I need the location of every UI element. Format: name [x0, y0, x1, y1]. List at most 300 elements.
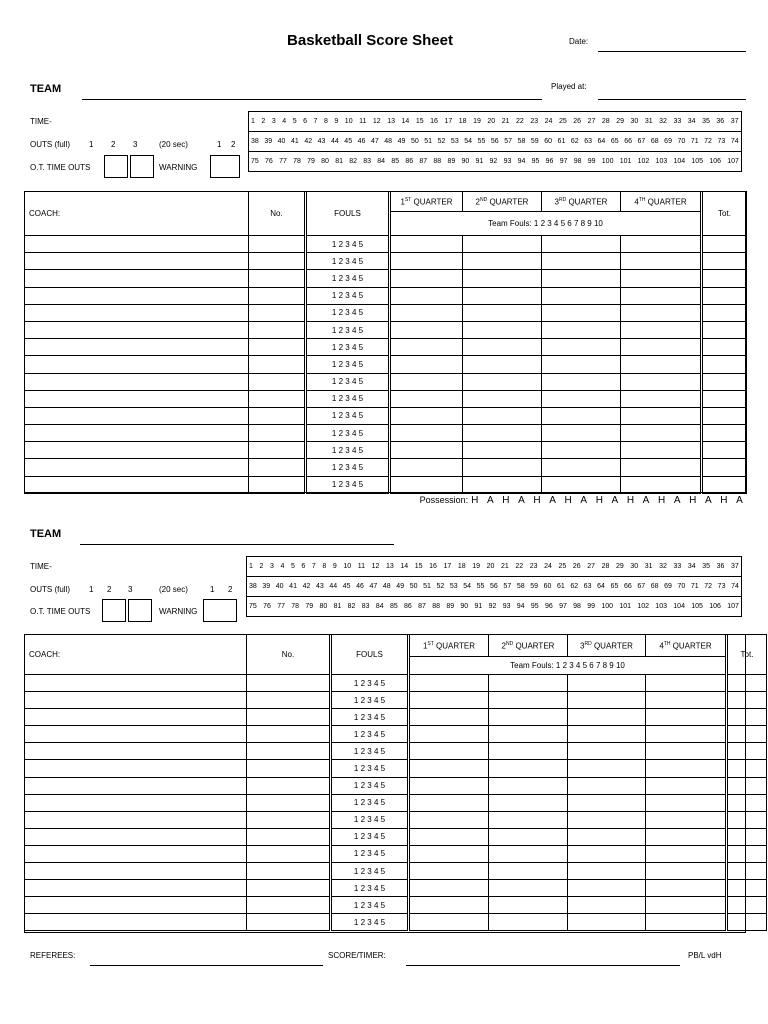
time-number[interactable]: 71 [690, 583, 699, 590]
time-number[interactable]: 24 [544, 563, 552, 570]
player-fouls-cell[interactable]: 1 2 3 4 5 [306, 236, 390, 253]
q4-score-cell[interactable] [621, 407, 702, 424]
time-number[interactable]: 42 [302, 583, 311, 590]
time-number[interactable]: 88 [432, 603, 441, 610]
player-name-cell[interactable] [25, 270, 249, 287]
q3-score-cell[interactable] [542, 373, 621, 390]
player-number-cell[interactable] [249, 442, 306, 459]
q1-score-cell[interactable] [409, 828, 489, 845]
q1-score-cell[interactable] [390, 270, 463, 287]
time-number[interactable]: 58 [517, 138, 526, 145]
q3-score-cell[interactable] [542, 407, 621, 424]
player-row[interactable] [25, 811, 767, 828]
q4-score-cell[interactable] [621, 270, 702, 287]
time-number[interactable]: 101 [619, 603, 632, 610]
player-number-cell[interactable] [247, 675, 331, 692]
q3-score-cell[interactable] [542, 425, 621, 442]
player-row[interactable] [25, 356, 747, 373]
q1-score-cell[interactable] [390, 253, 463, 270]
player-name-cell[interactable] [25, 321, 249, 338]
time-number[interactable]: 95 [530, 603, 539, 610]
time-number[interactable]: 75 [249, 603, 257, 610]
time-number[interactable]: 55 [476, 583, 485, 590]
player-name-cell[interactable] [25, 253, 249, 270]
time-number[interactable]: 10 [344, 118, 353, 125]
time-number[interactable]: 20 [486, 563, 495, 570]
time-number[interactable]: 32 [659, 118, 667, 125]
total-cell[interactable] [727, 828, 767, 845]
q3-score-cell[interactable] [542, 287, 621, 304]
q4-score-cell[interactable] [621, 339, 702, 356]
q1-score-cell[interactable] [409, 863, 489, 880]
time-number[interactable]: 83 [361, 603, 370, 610]
q1-score-cell[interactable] [409, 692, 489, 709]
total-cell[interactable] [702, 304, 747, 321]
time-number[interactable]: 67 [637, 583, 646, 590]
player-row[interactable] [25, 914, 767, 931]
time-number[interactable]: 107 [727, 158, 739, 165]
player-fouls-cell[interactable]: 1 2 3 4 5 [331, 828, 409, 845]
q4-score-cell[interactable] [646, 777, 727, 794]
time-number[interactable]: 33 [673, 118, 682, 125]
team-a-time-row-3[interactable] [249, 152, 742, 172]
time-number[interactable]: 18 [458, 118, 467, 125]
q4-score-cell[interactable] [646, 880, 727, 897]
player-name-cell[interactable] [25, 760, 247, 777]
total-cell[interactable] [702, 476, 747, 493]
player-name-cell[interactable] [25, 356, 249, 373]
player-fouls-cell[interactable]: 1 2 3 4 5 [331, 743, 409, 760]
team-a-outs-3[interactable]: 3 [133, 140, 138, 149]
time-number[interactable]: 95 [531, 158, 540, 165]
time-number[interactable]: 40 [275, 583, 284, 590]
player-row[interactable] [25, 845, 767, 862]
player-name-cell[interactable] [25, 914, 247, 931]
player-row[interactable] [25, 828, 767, 845]
time-number[interactable]: 94 [517, 158, 526, 165]
time-number[interactable]: 18 [457, 563, 466, 570]
time-number[interactable]: 20 [487, 118, 496, 125]
q1-score-cell[interactable] [409, 794, 489, 811]
player-name-cell[interactable] [25, 287, 249, 304]
time-number[interactable]: 65 [610, 138, 619, 145]
player-row[interactable] [25, 390, 747, 407]
q2-score-cell[interactable] [489, 709, 568, 726]
player-name-cell[interactable] [25, 811, 247, 828]
time-number[interactable]: 31 [644, 118, 653, 125]
player-row[interactable] [25, 863, 767, 880]
time-number[interactable]: 79 [307, 158, 315, 165]
time-number[interactable]: 11 [359, 118, 367, 125]
time-number[interactable]: 72 [704, 583, 713, 590]
team-a-time-numbers[interactable] [248, 111, 742, 172]
q3-score-cell[interactable] [542, 390, 621, 407]
total-cell[interactable] [702, 339, 747, 356]
time-number[interactable]: 105 [691, 603, 703, 610]
team-a-ot-box-2[interactable] [130, 155, 154, 178]
team-a-sec-1[interactable]: 1 [217, 140, 222, 149]
time-number[interactable]: 100 [601, 603, 614, 610]
total-cell[interactable] [702, 356, 747, 373]
time-number[interactable]: 59 [530, 138, 539, 145]
q1-score-cell[interactable] [409, 675, 489, 692]
player-name-cell[interactable] [25, 828, 247, 845]
q2-score-cell[interactable] [463, 339, 542, 356]
time-number[interactable]: 92 [488, 603, 497, 610]
player-fouls-cell[interactable]: 1 2 3 4 5 [331, 845, 409, 862]
total-cell[interactable] [702, 407, 747, 424]
player-number-cell[interactable] [249, 390, 306, 407]
player-number-cell[interactable] [249, 356, 306, 373]
q2-score-cell[interactable] [463, 407, 542, 424]
time-number[interactable]: 25 [558, 563, 567, 570]
time-number[interactable]: 15 [414, 563, 423, 570]
q4-score-cell[interactable] [621, 236, 702, 253]
q4-score-cell[interactable] [621, 442, 702, 459]
time-number[interactable]: 106 [709, 158, 721, 165]
player-number-cell[interactable] [249, 407, 306, 424]
time-number[interactable]: 69 [664, 583, 672, 590]
time-number[interactable]: 53 [449, 583, 458, 590]
q1-score-cell[interactable] [390, 236, 463, 253]
time-number[interactable]: 19 [473, 118, 481, 125]
time-number[interactable]: 14 [400, 563, 409, 570]
time-number[interactable]: 8 [323, 118, 328, 125]
player-number-cell[interactable] [247, 760, 331, 777]
score-timer-field[interactable] [406, 965, 680, 966]
time-number[interactable]: 103 [655, 158, 668, 165]
time-number[interactable]: 72 [704, 138, 712, 145]
team-a-outs-2[interactable]: 2 [111, 140, 116, 149]
player-name-cell[interactable] [25, 373, 249, 390]
player-row[interactable] [25, 304, 747, 321]
q2-score-cell[interactable] [463, 459, 542, 476]
q4-score-cell[interactable] [646, 811, 727, 828]
player-number-cell[interactable] [249, 425, 306, 442]
player-row[interactable] [25, 880, 767, 897]
q1-score-cell[interactable] [409, 760, 489, 777]
time-number[interactable]: 56 [490, 138, 499, 145]
time-number[interactable]: 65 [610, 583, 619, 590]
q1-score-cell[interactable] [409, 811, 489, 828]
player-row[interactable] [25, 321, 747, 338]
time-number[interactable]: 46 [357, 138, 366, 145]
q2-score-cell[interactable] [463, 442, 542, 459]
time-number[interactable]: 83 [363, 158, 372, 165]
time-number[interactable]: 89 [447, 158, 456, 165]
time-number[interactable]: 15 [415, 118, 424, 125]
player-row[interactable] [25, 692, 767, 709]
player-number-cell[interactable] [249, 304, 306, 321]
time-number[interactable]: 41 [290, 138, 299, 145]
q4-score-cell[interactable] [621, 476, 702, 493]
q3-score-cell[interactable] [568, 692, 646, 709]
player-fouls-cell[interactable]: 1 2 3 4 5 [306, 287, 390, 304]
q2-score-cell[interactable] [489, 863, 568, 880]
player-row[interactable] [25, 709, 767, 726]
team-a-time-row-1[interactable] [249, 112, 742, 132]
player-row[interactable] [25, 287, 747, 304]
q1-score-cell[interactable] [390, 442, 463, 459]
time-number[interactable]: 85 [391, 158, 400, 165]
time-number[interactable]: 86 [404, 603, 412, 610]
player-number-cell[interactable] [247, 897, 331, 914]
time-number[interactable]: 1 [251, 118, 255, 125]
time-number[interactable]: 4 [282, 118, 287, 125]
player-number-cell[interactable] [247, 828, 331, 845]
player-fouls-cell[interactable]: 1 2 3 4 5 [306, 321, 390, 338]
time-number[interactable]: 19 [472, 563, 481, 570]
q4-score-cell[interactable] [621, 321, 702, 338]
player-fouls-cell[interactable]: 1 2 3 4 5 [306, 253, 390, 270]
time-number[interactable]: 88 [433, 158, 442, 165]
player-number-cell[interactable] [247, 726, 331, 743]
time-number[interactable]: 73 [717, 138, 726, 145]
time-number[interactable]: 81 [333, 603, 342, 610]
player-row[interactable] [25, 726, 767, 743]
time-number[interactable]: 13 [385, 563, 394, 570]
time-number[interactable]: 78 [293, 158, 301, 165]
referees-field[interactable] [90, 965, 323, 966]
time-number[interactable]: 100 [601, 158, 614, 165]
q4-score-cell[interactable] [621, 287, 702, 304]
time-number[interactable]: 61 [556, 583, 565, 590]
total-cell[interactable] [727, 914, 767, 931]
time-number[interactable]: 91 [475, 158, 484, 165]
time-number[interactable]: 21 [500, 563, 509, 570]
time-number[interactable]: 34 [687, 118, 696, 125]
time-number[interactable]: 40 [277, 138, 286, 145]
possession-sequence[interactable]: H A H A H A H A H A H A H A H A H A [471, 495, 746, 506]
player-number-cell[interactable] [247, 743, 331, 760]
player-row[interactable] [25, 675, 767, 692]
time-number[interactable]: 93 [503, 158, 512, 165]
q4-score-cell[interactable] [646, 914, 727, 931]
player-name-cell[interactable] [25, 777, 247, 794]
time-number[interactable]: 64 [597, 583, 605, 590]
q1-score-cell[interactable] [409, 914, 489, 931]
time-number[interactable]: 53 [450, 138, 459, 145]
q2-score-cell[interactable] [463, 390, 542, 407]
player-row[interactable] [25, 743, 767, 760]
time-number[interactable]: 24 [544, 118, 553, 125]
time-number[interactable]: 89 [446, 603, 455, 610]
q2-score-cell[interactable] [489, 777, 568, 794]
player-number-cell[interactable] [249, 339, 306, 356]
player-fouls-cell[interactable]: 1 2 3 4 5 [331, 709, 409, 726]
time-number[interactable]: 35 [702, 563, 711, 570]
time-number[interactable]: 49 [396, 583, 405, 590]
total-cell[interactable] [727, 743, 767, 760]
player-name-cell[interactable] [25, 425, 249, 442]
q3-score-cell[interactable] [568, 880, 646, 897]
team-a-time-row-2[interactable] [249, 132, 742, 152]
player-fouls-cell[interactable]: 1 2 3 4 5 [331, 675, 409, 692]
time-number[interactable]: 66 [624, 138, 632, 145]
team-b-ot-box-1[interactable] [102, 599, 126, 622]
team-a-sec-2[interactable]: 2 [231, 140, 236, 149]
q2-score-cell[interactable] [489, 726, 568, 743]
time-number[interactable]: 39 [262, 583, 271, 590]
time-number[interactable]: 90 [461, 158, 470, 165]
time-number[interactable]: 80 [319, 603, 328, 610]
team-b-time-row-2[interactable] [247, 577, 742, 597]
q2-score-cell[interactable] [489, 692, 568, 709]
time-number[interactable]: 23 [529, 563, 538, 570]
time-number[interactable]: 21 [501, 118, 510, 125]
time-number[interactable]: 82 [349, 158, 358, 165]
player-number-cell[interactable] [247, 880, 331, 897]
time-number[interactable]: 33 [673, 563, 682, 570]
time-number[interactable]: 26 [573, 118, 582, 125]
player-fouls-cell[interactable]: 1 2 3 4 5 [331, 863, 409, 880]
total-cell[interactable] [702, 287, 747, 304]
player-name-cell[interactable] [25, 726, 247, 743]
time-number[interactable]: 105 [691, 158, 704, 165]
time-number[interactable]: 48 [382, 583, 391, 590]
time-number[interactable]: 102 [637, 158, 650, 165]
player-fouls-cell[interactable]: 1 2 3 4 5 [331, 794, 409, 811]
q1-score-cell[interactable] [390, 287, 463, 304]
time-number[interactable]: 60 [543, 583, 552, 590]
time-number[interactable]: 8 [322, 563, 327, 570]
q2-score-cell[interactable] [463, 356, 542, 373]
time-number[interactable]: 39 [264, 138, 273, 145]
time-number[interactable]: 87 [419, 158, 428, 165]
time-number[interactable]: 77 [279, 158, 287, 165]
player-fouls-cell[interactable]: 1 2 3 4 5 [306, 407, 390, 424]
player-fouls-cell[interactable]: 1 2 3 4 5 [306, 373, 390, 390]
q2-score-cell[interactable] [489, 880, 568, 897]
q3-score-cell[interactable] [568, 777, 646, 794]
time-number[interactable]: 52 [437, 138, 446, 145]
time-number[interactable]: 58 [516, 583, 525, 590]
q4-score-cell[interactable] [646, 760, 727, 777]
time-number[interactable]: 25 [558, 118, 567, 125]
time-number[interactable]: 7 [313, 118, 318, 125]
time-number[interactable]: 12 [372, 118, 381, 125]
q1-score-cell[interactable] [409, 845, 489, 862]
time-number[interactable]: 51 [423, 583, 431, 590]
time-number[interactable]: 36 [716, 563, 725, 570]
player-name-cell[interactable] [25, 675, 247, 692]
time-number[interactable]: 51 [424, 138, 433, 145]
q4-score-cell[interactable] [646, 709, 727, 726]
q2-score-cell[interactable] [489, 794, 568, 811]
q2-score-cell[interactable] [489, 897, 568, 914]
time-number[interactable]: 80 [321, 158, 329, 165]
total-cell[interactable] [727, 675, 767, 692]
time-number[interactable]: 28 [601, 118, 610, 125]
time-number[interactable]: 52 [436, 583, 445, 590]
player-number-cell[interactable] [247, 811, 331, 828]
time-number[interactable]: 48 [384, 138, 393, 145]
time-number[interactable]: 79 [305, 603, 314, 610]
player-fouls-cell[interactable]: 1 2 3 4 5 [306, 339, 390, 356]
player-name-cell[interactable] [25, 304, 249, 321]
team-a-warning-box[interactable] [210, 155, 240, 178]
q4-score-cell[interactable] [646, 675, 727, 692]
time-number[interactable]: 17 [444, 118, 453, 125]
q4-score-cell[interactable] [621, 304, 702, 321]
time-number[interactable]: 30 [630, 563, 639, 570]
time-number[interactable]: 74 [730, 138, 739, 145]
player-fouls-cell[interactable]: 1 2 3 4 5 [306, 304, 390, 321]
q1-score-cell[interactable] [390, 321, 463, 338]
time-number[interactable]: 93 [502, 603, 511, 610]
team-b-ot-box-2[interactable] [128, 599, 152, 622]
time-number[interactable]: 76 [263, 603, 271, 610]
time-number[interactable]: 102 [637, 603, 649, 610]
time-number[interactable]: 106 [709, 603, 721, 610]
time-number[interactable]: 10 [343, 563, 352, 570]
player-number-cell[interactable] [247, 709, 331, 726]
player-name-cell[interactable] [25, 390, 249, 407]
player-number-cell[interactable] [247, 794, 331, 811]
time-number[interactable]: 16 [429, 563, 437, 570]
time-number[interactable]: 104 [673, 603, 685, 610]
time-number[interactable]: 36 [716, 118, 725, 125]
time-number[interactable]: 63 [584, 138, 592, 145]
time-number[interactable]: 104 [673, 158, 686, 165]
total-cell[interactable] [702, 321, 747, 338]
player-row[interactable] [25, 339, 747, 356]
time-number[interactable]: 2 [261, 118, 266, 125]
time-number[interactable]: 27 [587, 118, 596, 125]
time-number[interactable]: 91 [474, 603, 483, 610]
team-a-ot-box-1[interactable] [104, 155, 128, 178]
q2-score-cell[interactable] [489, 760, 568, 777]
player-row[interactable] [25, 459, 747, 476]
q3-score-cell[interactable] [542, 459, 621, 476]
q1-score-cell[interactable] [409, 777, 489, 794]
player-name-cell[interactable] [25, 692, 247, 709]
time-number[interactable]: 30 [630, 118, 639, 125]
q4-score-cell[interactable] [646, 726, 727, 743]
time-number[interactable]: 74 [731, 583, 739, 590]
time-number[interactable]: 3 [269, 563, 274, 570]
player-name-cell[interactable] [25, 442, 249, 459]
total-cell[interactable] [702, 253, 747, 270]
time-number[interactable]: 87 [418, 603, 426, 610]
q3-score-cell[interactable] [568, 743, 646, 760]
time-number[interactable]: 37 [730, 563, 739, 570]
q3-score-cell[interactable] [568, 828, 646, 845]
time-number[interactable]: 11 [357, 563, 366, 570]
q3-score-cell[interactable] [542, 442, 621, 459]
time-number[interactable]: 23 [530, 118, 539, 125]
q3-score-cell[interactable] [568, 845, 646, 862]
player-name-cell[interactable] [25, 339, 249, 356]
q4-score-cell[interactable] [621, 373, 702, 390]
time-number[interactable]: 16 [430, 118, 438, 125]
player-row[interactable] [25, 897, 767, 914]
q3-score-cell[interactable] [568, 863, 646, 880]
time-number[interactable]: 27 [587, 563, 596, 570]
time-number[interactable]: 90 [460, 603, 469, 610]
team-b-outs-1[interactable]: 1 [89, 585, 94, 594]
player-row[interactable] [25, 236, 747, 253]
time-number[interactable]: 96 [545, 158, 554, 165]
team-b-outs-3[interactable]: 3 [128, 585, 133, 594]
total-cell[interactable] [702, 236, 747, 253]
player-row[interactable] [25, 373, 747, 390]
player-fouls-cell[interactable]: 1 2 3 4 5 [331, 811, 409, 828]
player-row[interactable] [25, 270, 747, 287]
q1-score-cell[interactable] [390, 425, 463, 442]
player-name-cell[interactable] [25, 897, 247, 914]
player-number-cell[interactable] [249, 321, 306, 338]
